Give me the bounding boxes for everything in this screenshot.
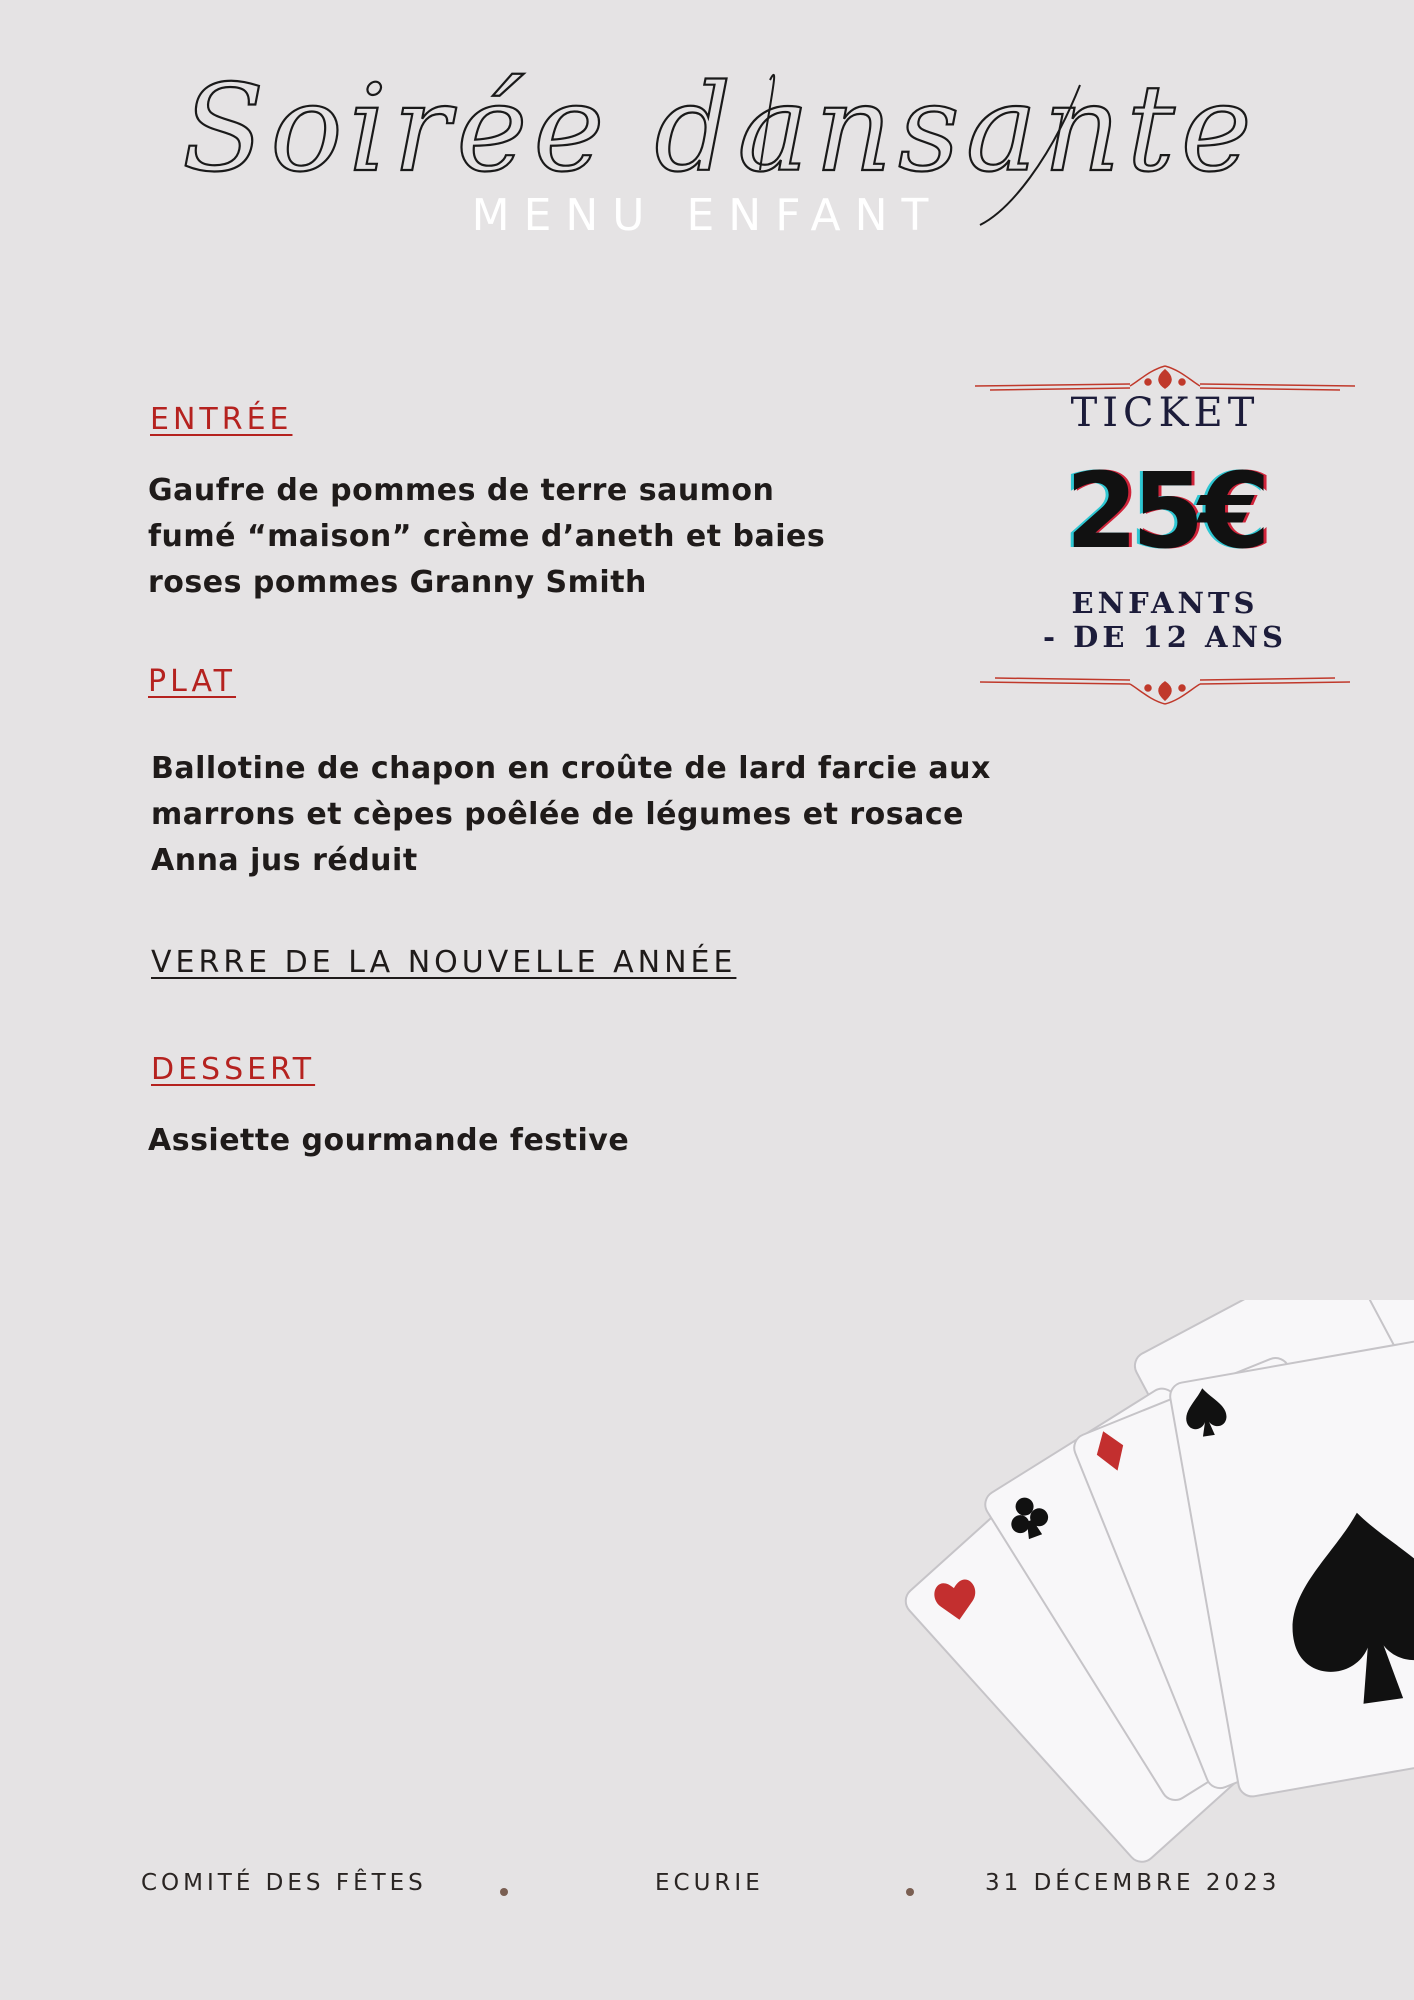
footer-venue: ECURIE bbox=[655, 1870, 764, 1896]
plat-line-1: Ballotine de chapon en croûte de lard farcie aux bbox=[151, 751, 991, 786]
ticket-badge bbox=[970, 360, 1360, 710]
entree-line-1: Gaufre de pommes de terre saumon bbox=[148, 473, 775, 508]
ticket-label: TICKET bbox=[1070, 390, 1260, 436]
entree-line-3: roses pommes Granny Smith bbox=[148, 565, 647, 600]
menu-subtitle: MENU ENFANT bbox=[471, 190, 943, 241]
event-title-text: Soirée dansante bbox=[182, 60, 1258, 199]
ornament-bottom-icon bbox=[970, 670, 1360, 710]
section-body-entree bbox=[148, 468, 908, 606]
section-body-plat bbox=[151, 746, 1011, 884]
section-title-verre: VERRE DE LA NOUVELLE ANNÉE bbox=[151, 945, 737, 980]
section-title-entree: ENTRÉE bbox=[150, 402, 293, 437]
footer-separator-2 bbox=[906, 1888, 914, 1896]
footer-organizer: COMITÉ DES FÊTES bbox=[141, 1870, 427, 1896]
ticket-audience-line-2: - DE 12 ANS bbox=[1043, 620, 1287, 654]
entree-line-2: fumé “maison” crème d’aneth et baies bbox=[148, 519, 826, 554]
section-title-dessert: DESSERT bbox=[151, 1052, 316, 1087]
footer-separator-1 bbox=[500, 1888, 508, 1896]
section-body-dessert bbox=[148, 1118, 908, 1164]
dessert-line-1: Assiette gourmande festive bbox=[148, 1123, 630, 1158]
ticket-price: 25€ bbox=[1065, 450, 1265, 572]
section-title-plat: PLAT bbox=[148, 664, 237, 699]
plat-line-2: marrons et cèpes poêlée de légumes et rosace bbox=[151, 797, 965, 832]
playing-cards-illustration bbox=[900, 1300, 1414, 1920]
footer-date: 31 DÉCEMBRE 2023 bbox=[985, 1870, 1281, 1896]
ticket-audience-line-1: ENFANTS bbox=[1071, 586, 1259, 620]
plat-line-3: Anna jus réduit bbox=[151, 843, 418, 878]
